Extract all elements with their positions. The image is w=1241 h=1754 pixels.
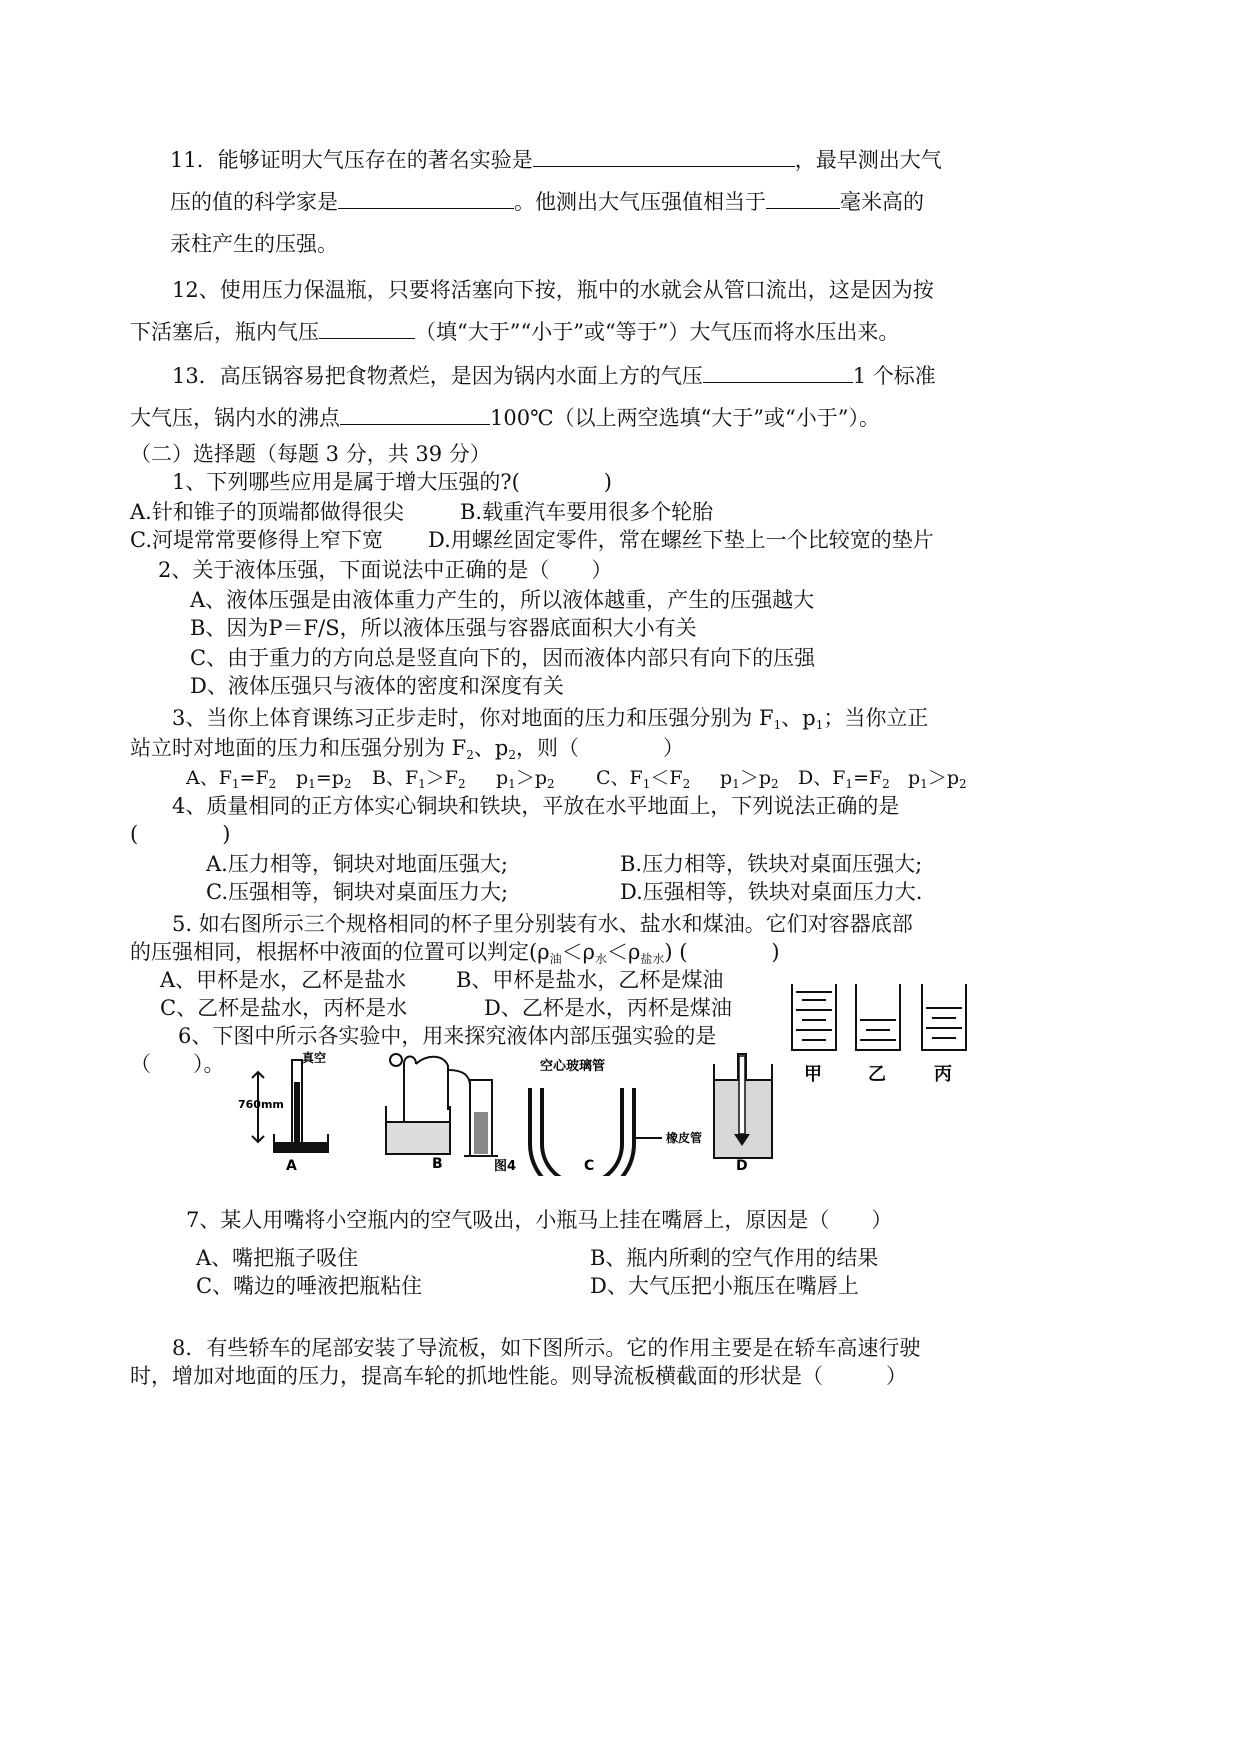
c5-text-b: ) ( ) bbox=[664, 940, 780, 964]
c5-option-d[interactable]: D、乙杯是水，丙杯是煤油 bbox=[484, 996, 732, 1020]
c3-sub: 1 bbox=[920, 777, 928, 791]
c3-sub: 2 bbox=[508, 748, 516, 762]
q11-text-c: 压的值的科学家是 bbox=[170, 190, 338, 214]
c8-line1: 8．有些轿车的尾部安装了导流板，如下图所示。它的作用主要是在轿车高速行驶 bbox=[172, 1336, 921, 1360]
rho: ρ bbox=[537, 940, 550, 964]
c3-text-b: 、p bbox=[781, 706, 816, 730]
q13-line2 bbox=[130, 404, 880, 432]
opt-part: =p bbox=[315, 767, 344, 789]
fig-number: 图4 bbox=[494, 1159, 517, 1174]
opt-part: p bbox=[720, 767, 733, 789]
c5-sub: 水 bbox=[594, 952, 607, 966]
opt-part: C、F bbox=[596, 767, 643, 789]
opt-part: ＞p bbox=[515, 767, 547, 789]
opt-part: =F bbox=[239, 767, 269, 789]
q12-line2 bbox=[130, 318, 899, 346]
opt-part: B、F bbox=[372, 767, 419, 789]
c7-option-c[interactable]: C、嘴边的唾液把瓶粘住 bbox=[196, 1274, 423, 1298]
cup-label-jia: 甲 bbox=[804, 1064, 822, 1085]
lt: ＜ bbox=[561, 940, 583, 964]
c1-option-c[interactable]: C.河堤常常要修得上窄下宽 bbox=[130, 528, 383, 552]
q12-line1: 12、使用压力保温瓶，只要将活塞向下按，瓶中的水就会从管口流出，这是因为按 bbox=[172, 278, 934, 302]
c3-sub: 1 bbox=[308, 777, 316, 791]
q11-text-b: ，最早测出大气 bbox=[794, 148, 942, 172]
c3-text-c: ；当你立正 bbox=[823, 706, 929, 730]
opt-part: D、F bbox=[798, 767, 846, 789]
fig-letter-d: D bbox=[736, 1158, 748, 1174]
q13-line1 bbox=[172, 362, 936, 390]
c7-option-a[interactable]: A、嘴把瓶子吸住 bbox=[196, 1246, 359, 1270]
c7-stem: 7、某人用嘴将小空瓶内的空气吸出，小瓶马上挂在嘴唇上，原因是（ ） bbox=[186, 1208, 893, 1232]
opt-part: p bbox=[908, 767, 921, 789]
opt-part: ＞p bbox=[927, 767, 959, 789]
c6-line1: 6、下图中所示各实验中，用来探究液体内部压强实验的是 bbox=[178, 1024, 717, 1048]
c2-option-d[interactable]: D、液体压强只与液体的密度和深度有关 bbox=[190, 674, 564, 698]
q12-text-b: （填“大于”“小于”或“等于”）大气压而将水压出来。 bbox=[415, 320, 900, 344]
c3-sub: 1 bbox=[732, 777, 740, 791]
c3-sub: 2 bbox=[882, 777, 890, 791]
c3-sub: 2 bbox=[958, 777, 967, 791]
c2-option-c[interactable]: C、由于重力的方向总是竖直向下的，因而液体内部只有向下的压强 bbox=[190, 646, 816, 670]
q11-text-a: 11．能够证明大气压存在的著名实验是 bbox=[170, 148, 533, 172]
opt-part: ＜F bbox=[650, 767, 683, 789]
c3-sub: 1 bbox=[418, 777, 426, 791]
c4-line2: ( ) bbox=[130, 822, 231, 846]
c7-option-d[interactable]: D、大气压把小瓶压在嘴唇上 bbox=[590, 1274, 859, 1298]
c3-sub: 1 bbox=[231, 777, 240, 791]
c3-sub: 2 bbox=[682, 777, 691, 791]
c3-sub: 2 bbox=[457, 777, 466, 791]
c7-option-b[interactable]: B、瓶内所剩的空气作用的结果 bbox=[590, 1246, 879, 1270]
c3-sub: 1 bbox=[845, 777, 854, 791]
opt-part: A、F bbox=[186, 767, 232, 789]
c3-text-d: 站立时对地面的压力和压强分别为 F bbox=[130, 736, 467, 760]
c3-sub: 1 bbox=[815, 718, 824, 732]
c3-sub: 2 bbox=[546, 777, 555, 791]
c2-option-b[interactable]: B、因为P＝F/S，所以液体压强与容器底面积大小有关 bbox=[190, 616, 697, 640]
c4-option-d[interactable]: D.压强相等，铁块对桌面压力大. bbox=[620, 880, 923, 904]
opt-part: =F bbox=[853, 767, 883, 789]
c5-option-a[interactable]: A、甲杯是水，乙杯是盐水 bbox=[160, 968, 407, 992]
c3-sub: 2 bbox=[466, 748, 474, 762]
opt-part: p bbox=[296, 767, 309, 789]
c1-stem: 1、下列哪些应用是属于增大压强的?( ) bbox=[172, 470, 613, 494]
mm-label: 760mm bbox=[238, 1098, 284, 1111]
opt-part: p bbox=[496, 767, 509, 789]
c8-line2: 时，增加对地面的压力，提高车轮的抓地性能。则导流板横截面的形状是（ ） bbox=[130, 1364, 907, 1388]
cup-label-bing: 丙 bbox=[934, 1064, 952, 1085]
fig-letter-a: A bbox=[286, 1158, 297, 1174]
c3-text-a: 3、当你上体育课练习正步走时，你对地面的压力和压强分别为 F bbox=[172, 706, 774, 730]
c3-text-f: ，则（ ） bbox=[515, 736, 684, 760]
c5-sub: 油 bbox=[549, 952, 562, 966]
q11-blank-experiment[interactable] bbox=[533, 146, 795, 167]
q13-text-b: 1 个标准 bbox=[852, 364, 936, 388]
fig-letter-b: B bbox=[432, 1156, 443, 1172]
cup-label-yi: 乙 bbox=[868, 1064, 886, 1085]
rubber-tube-label: 橡皮管 bbox=[666, 1131, 703, 1145]
opt-part: ＞F bbox=[425, 767, 458, 789]
lt: ＜ bbox=[606, 940, 628, 964]
c3-text-e: 、p bbox=[473, 736, 509, 760]
q11-blank-mm[interactable] bbox=[766, 188, 840, 209]
q11-text-e: 毫米高的 bbox=[840, 190, 924, 214]
q12-text-a: 下活塞后，瓶内气压 bbox=[130, 320, 319, 344]
q12-blank[interactable] bbox=[319, 318, 415, 339]
q11-text-d: 。他测出大气压强值相当于 bbox=[514, 190, 766, 214]
c3-sub: 1 bbox=[642, 777, 651, 791]
fig-letter-c: C bbox=[584, 1158, 595, 1174]
c5-option-c[interactable]: C、乙杯是盐水，丙杯是水 bbox=[160, 996, 408, 1020]
experiments-figure bbox=[236, 1050, 782, 1176]
c5-option-b[interactable]: B、甲杯是盐水，乙杯是煤油 bbox=[456, 968, 724, 992]
c4-option-c[interactable]: C.压强相等，铜块对桌面压力大; bbox=[206, 880, 509, 904]
q11-line3: 汞柱产生的压强。 bbox=[170, 232, 338, 256]
glass-tube-label: 空心玻璃管 bbox=[540, 1059, 606, 1074]
rho: ρ bbox=[582, 940, 595, 964]
c3-sub: 1 bbox=[773, 718, 782, 732]
q13-text-a: 13．高压锅容易把食物煮烂，是因为锅内水面上方的气压 bbox=[172, 364, 703, 388]
c5-sub: 盐水 bbox=[640, 952, 665, 966]
q11-line1 bbox=[170, 146, 942, 174]
q13-text-d: 100℃（以上两空选填“大于”或“小于”）。 bbox=[490, 406, 881, 430]
c6-line2: （ ）。 bbox=[130, 1052, 225, 1076]
figure-c-utube bbox=[536, 1088, 662, 1176]
c3-sub: 2 bbox=[268, 777, 277, 791]
c2-stem: 2、关于液体压强，下面说法中正确的是（ ） bbox=[158, 558, 613, 582]
q13-text-c: 大气压，锅内水的沸点 bbox=[130, 406, 340, 430]
rho: ρ bbox=[627, 940, 641, 964]
c4-option-a[interactable]: A.压力相等，铜块对地面压强大; bbox=[206, 852, 508, 876]
cups-figure bbox=[786, 980, 986, 1090]
vacuum-label: 真空 bbox=[302, 1051, 327, 1065]
c1-option-b[interactable]: B.载重汽车要用很多个轮胎 bbox=[460, 500, 714, 524]
c3-sub: 2 bbox=[770, 777, 779, 791]
q13-blank1[interactable] bbox=[703, 362, 853, 383]
c3-sub: 2 bbox=[343, 777, 352, 791]
c4-option-b[interactable]: B.压力相等，铁块对桌面压强大; bbox=[620, 852, 923, 876]
c1-option-a[interactable]: A.针和锥子的顶端都做得很尖 bbox=[130, 500, 404, 524]
c5-text-a: 的压强相同，根据杯中液面的位置可以判定( bbox=[130, 940, 538, 964]
c4-line1: 4、质量相同的正方体实心铜块和铁块，平放在水平地面上，下列说法正确的是 bbox=[172, 794, 900, 818]
c3-sub: 1 bbox=[508, 777, 516, 791]
q11-blank-scientist[interactable] bbox=[338, 188, 514, 209]
c2-option-a[interactable]: A、液体压强是由液体重力产生的，所以液体越重，产生的压强越大 bbox=[190, 588, 815, 612]
c3-option-d2[interactable] bbox=[908, 764, 967, 798]
c1-option-d[interactable]: D.用螺丝固定零件，常在螺丝下垫上一个比较宽的垫片 bbox=[428, 528, 934, 552]
c5-line1: 5. 如右图所示三个规格相同的杯子里分别装有水、盐水和煤油。它们对容器底部 bbox=[172, 912, 913, 936]
q13-blank2[interactable] bbox=[340, 404, 490, 425]
opt-part: ＞p bbox=[739, 767, 771, 789]
q11-line2 bbox=[170, 188, 924, 216]
section-title: （二）选择题（每题 3 分，共 39 分） bbox=[130, 442, 491, 466]
